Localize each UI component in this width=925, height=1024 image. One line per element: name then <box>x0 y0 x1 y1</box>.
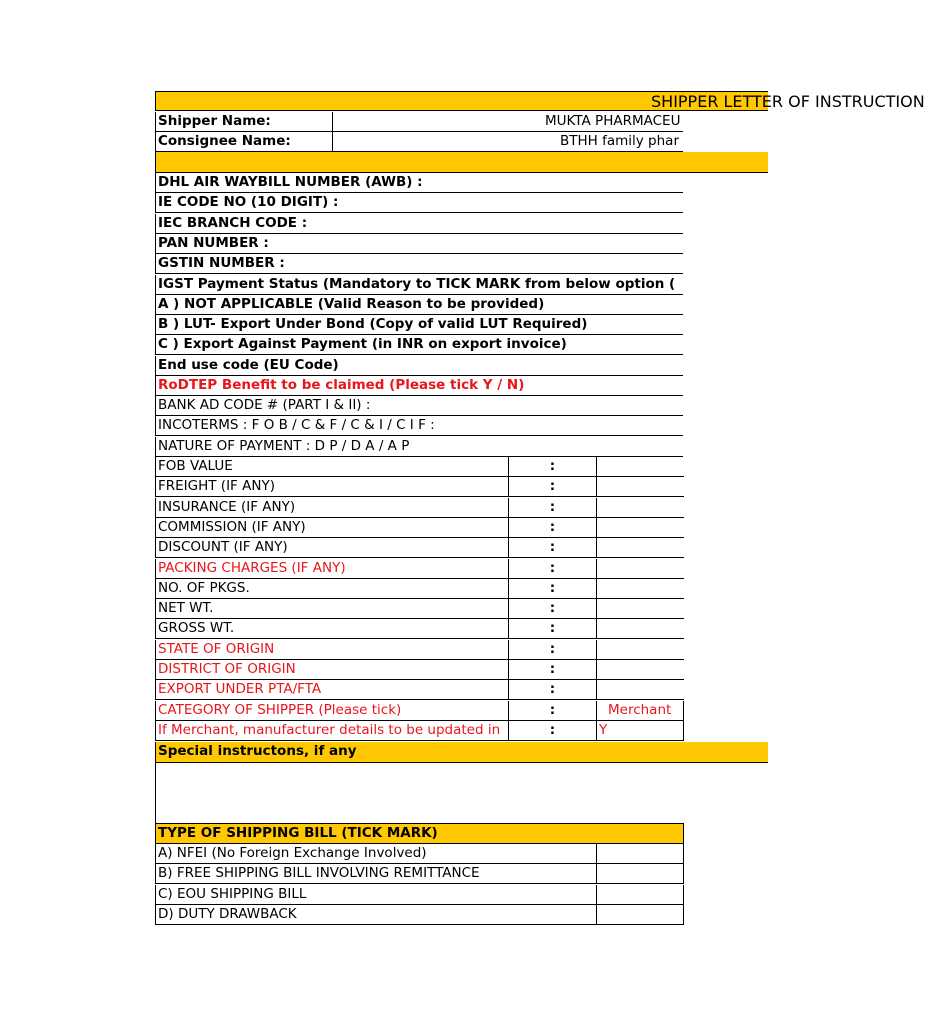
value-row-colon: : <box>508 538 596 558</box>
shipper-label: Shipper Name: <box>158 113 271 129</box>
value-row-colon: : <box>508 680 596 700</box>
info-row-label: End use code (EU Code) <box>158 356 339 373</box>
plain-info-label: INCOTERMS : F O B / C & F / C & I / C I F : <box>158 417 435 434</box>
value-row-input[interactable] <box>596 660 685 680</box>
page-title: SHIPPER LETTER OF INSTRUCTION <box>651 92 925 111</box>
info-row-label: IE CODE NO (10 DIGIT) : <box>158 194 339 211</box>
info-row[interactable] <box>155 214 683 234</box>
value-row-colon: : <box>508 599 596 619</box>
value-row-label: If Merchant, manufacturer details to be updated in <box>158 721 501 738</box>
value-row-colon: : <box>508 477 596 497</box>
shipper-value[interactable] <box>332 112 684 132</box>
value-row-input[interactable] <box>596 559 685 579</box>
consignee-row <box>155 132 683 152</box>
info-row-label: A ) NOT APPLICABLE (Valid Reason to be provided) <box>158 295 545 312</box>
info-row[interactable] <box>155 173 683 193</box>
value-row-input[interactable] <box>596 680 685 700</box>
shipping-bill-tick-box[interactable] <box>596 864 684 884</box>
value-row-input[interactable] <box>596 518 685 538</box>
info-row[interactable] <box>155 295 683 315</box>
info-row-label: B ) LUT- Export Under Bond (Copy of valid LUT Required) <box>158 316 588 333</box>
info-row[interactable] <box>155 193 683 213</box>
consignee-value[interactable] <box>332 132 684 152</box>
special-instructions-label: Special instructons, if any <box>158 743 357 759</box>
value-row-label: DISTRICT OF ORIGIN <box>158 661 296 677</box>
shipping-bill-header-label: TYPE OF SHIPPING BILL (TICK MARK) <box>158 825 438 841</box>
plain-info-label: NATURE OF PAYMENT : D P / D A / A P <box>158 437 410 454</box>
consignee-value-text: BTHH family phar <box>560 133 680 149</box>
consignee-label: Consignee Name: <box>158 133 291 149</box>
special-instructions-header <box>155 742 768 763</box>
info-row-label: PAN NUMBER : <box>158 234 269 251</box>
value-row <box>155 538 684 558</box>
shipping-bill-option <box>155 905 684 925</box>
value-row <box>155 599 684 619</box>
value-row-colon: : <box>508 457 596 477</box>
info-row-label: DHL AIR WAYBILL NUMBER (AWB) : <box>158 174 423 190</box>
value-row-input[interactable] <box>596 457 685 477</box>
plain-info-row[interactable] <box>155 416 683 436</box>
value-row-input[interactable] <box>596 579 685 599</box>
plain-info-row[interactable] <box>155 437 683 457</box>
info-row[interactable] <box>155 254 683 274</box>
value-row-input[interactable] <box>596 477 685 497</box>
value-row <box>155 640 684 660</box>
info-row-label: C ) Export Against Payment (in INR on export invoice) <box>158 336 567 353</box>
value-row-colon: : <box>508 660 596 680</box>
info-row[interactable] <box>155 234 683 254</box>
special-instructions-area[interactable] <box>155 763 683 824</box>
shipping-bill-tick-box[interactable] <box>596 885 684 905</box>
value-row-label: STATE OF ORIGIN <box>158 640 275 657</box>
info-row-label: IEC BRANCH CODE : <box>158 214 308 231</box>
value-row-colon: : <box>508 619 596 639</box>
title-row <box>155 91 925 111</box>
plain-info-row[interactable] <box>155 396 683 416</box>
value-row-label: COMMISSION (IF ANY) <box>158 518 306 535</box>
value-row-colon: : <box>508 701 596 721</box>
value-row-label: DISCOUNT (IF ANY) <box>158 539 288 556</box>
rodtep-label: RoDTEP Benefit to be claimed (Please tick Y / N) <box>158 377 525 393</box>
shipping-bill-tick-box[interactable] <box>596 905 684 925</box>
plain-info-label: BANK AD CODE # (PART I & II) : <box>158 397 371 413</box>
value-row-colon: : <box>508 498 596 518</box>
value-row-colon: : <box>508 559 596 579</box>
shipping-bill-option-label: D) DUTY DRAWBACK <box>158 905 297 922</box>
value-row-colon: : <box>508 518 596 538</box>
value-row-label: INSURANCE (IF ANY) <box>158 498 296 515</box>
value-row-input[interactable]: Y <box>596 721 685 741</box>
value-row-input[interactable] <box>596 619 685 639</box>
shipping-bill-option-label: B) FREE SHIPPING BILL INVOLVING REMITTANCE <box>158 865 480 882</box>
shipper-value-text: MUKTA PHARMACEU <box>545 113 681 129</box>
value-row-colon: : <box>508 640 596 660</box>
value-row-input[interactable] <box>596 640 685 660</box>
value-row-label: FREIGHT (IF ANY) <box>158 478 275 495</box>
value-row <box>155 498 684 518</box>
info-row[interactable] <box>155 315 683 335</box>
value-row-label: FOB VALUE <box>158 458 233 474</box>
value-row <box>155 721 684 741</box>
shipping-bill-option-label: A) NFEI (No Foreign Exchange Involved) <box>158 845 427 861</box>
section-divider <box>155 152 768 173</box>
info-row-label: GSTIN NUMBER : <box>158 255 285 272</box>
value-row-label: CATEGORY OF SHIPPER (Please tick) <box>158 701 402 718</box>
shipping-bill-tick-box[interactable] <box>596 844 684 864</box>
value-row-label: EXPORT UNDER PTA/FTA <box>158 681 322 698</box>
shipping-bill-option <box>155 844 684 864</box>
value-row <box>155 477 684 497</box>
shipping-bill-header <box>155 823 684 844</box>
value-row-label: GROSS WT. <box>158 620 235 637</box>
value-row <box>155 579 684 599</box>
value-row <box>155 660 684 680</box>
value-row <box>155 680 684 700</box>
info-row[interactable] <box>155 335 683 355</box>
info-row[interactable] <box>155 356 683 376</box>
value-row-input[interactable] <box>596 538 685 558</box>
value-row <box>155 559 684 579</box>
shipping-bill-option-label: C) EOU SHIPPING BILL <box>158 885 307 902</box>
shipper-row <box>155 112 683 132</box>
value-row-label: PACKING CHARGES (IF ANY) <box>158 559 346 576</box>
info-row-label: IGST Payment Status (Mandatory to TICK MARK from below option ( <box>158 275 676 292</box>
value-row-colon: : <box>508 579 596 599</box>
value-row <box>155 701 684 721</box>
value-row-input[interactable] <box>596 498 685 518</box>
value-row-input[interactable] <box>596 599 685 619</box>
shipping-bill-option <box>155 864 684 884</box>
rodtep-row[interactable] <box>155 376 683 396</box>
value-row <box>155 518 684 538</box>
value-row <box>155 457 684 477</box>
info-row[interactable] <box>155 275 683 295</box>
value-row-colon: : <box>508 721 596 741</box>
value-row-label: NO. OF PKGS. <box>158 579 250 596</box>
value-row <box>155 619 684 639</box>
value-row-label: NET WT. <box>158 600 214 617</box>
value-row-input[interactable]: Merchant <box>596 701 685 721</box>
shipping-bill-option <box>155 885 684 905</box>
